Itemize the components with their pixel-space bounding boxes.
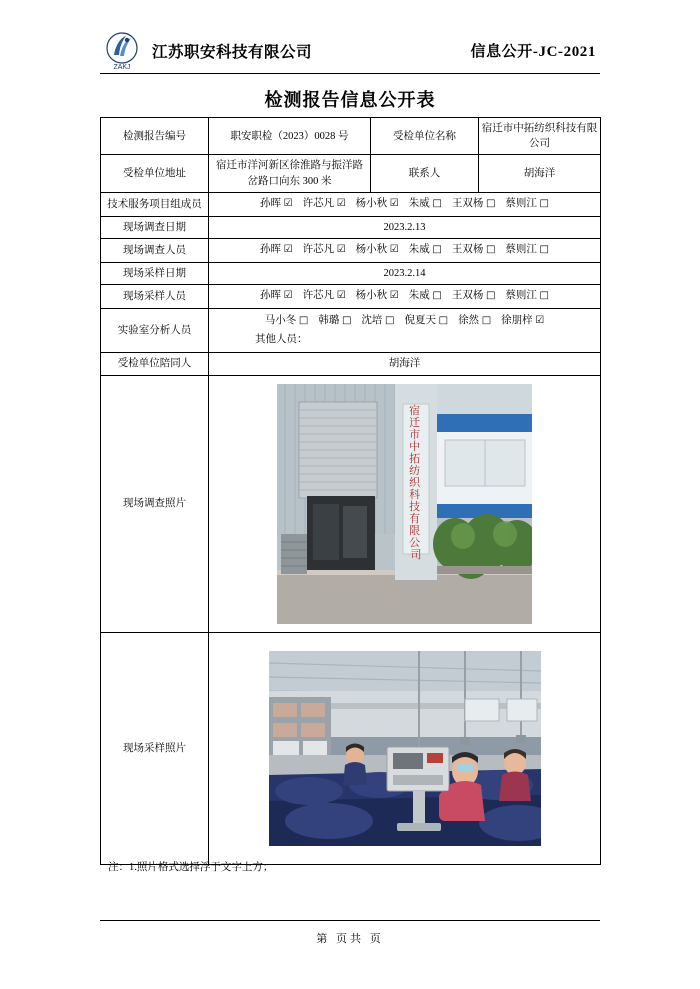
- table-row-photo-survey: [101, 375, 601, 632]
- table-row: [101, 155, 601, 192]
- sampling-date-value: 2023.2.14: [209, 262, 601, 284]
- footnote: 注：1.照片格式选择浮于文字上方；: [108, 862, 274, 873]
- survey-staff-1[interactable]: [260, 242, 293, 259]
- table-row: [101, 284, 601, 308]
- team-member-label: 杨小秋: [355, 197, 390, 209]
- company-name: 江苏职安科技有限公司: [152, 43, 313, 61]
- client-addr-value: 宿迁市洋河新区徐淮路与振洋路岔路口向东 300 米: [209, 155, 371, 192]
- unchecked-checkbox-icon[interactable]: □: [485, 289, 496, 301]
- lab-staff-other: 其他人员：: [255, 333, 308, 345]
- unchecked-checkbox-icon[interactable]: □: [438, 314, 449, 326]
- unchecked-checkbox-icon[interactable]: □: [485, 197, 496, 209]
- survey-date-value: 2023.2.13: [209, 216, 601, 238]
- team-member-label: 孙晖: [259, 197, 284, 209]
- lab-staff-label: 徐然: [458, 314, 482, 326]
- team-member-2[interactable]: [303, 196, 346, 213]
- table-row: [101, 308, 601, 353]
- team-member-1[interactable]: [260, 196, 293, 213]
- team-member-label: 朱威: [408, 197, 433, 209]
- survey-staff-4[interactable]: [409, 242, 442, 259]
- unchecked-checkbox-icon[interactable]: □: [432, 289, 442, 301]
- survey-staff-3[interactable]: [356, 242, 399, 259]
- lab-staff-2[interactable]: [318, 312, 351, 331]
- lab-staff-6[interactable]: [501, 312, 544, 331]
- survey-staff-6[interactable]: [505, 242, 549, 259]
- escort-value: 胡海洋: [209, 353, 601, 375]
- unchecked-checkbox-icon[interactable]: □: [432, 197, 442, 209]
- svg-text:ZAKJ: ZAKJ: [113, 63, 131, 71]
- checked-checkbox-icon[interactable]: ☑: [336, 243, 346, 255]
- sampling-staff-label: 王双杨: [451, 289, 486, 301]
- table-row: [101, 353, 601, 375]
- sampling-staff-label: 杨小秋: [355, 289, 390, 301]
- sampling-staff-4[interactable]: [409, 288, 442, 305]
- survey-staff-5[interactable]: [452, 242, 496, 259]
- sampling-staff-6[interactable]: [505, 288, 549, 305]
- photo-sampling-label: 现场采样照片: [101, 632, 209, 864]
- team-member-label: 蔡则江: [505, 197, 540, 209]
- lab-staff-label: 马小冬: [264, 314, 299, 326]
- escort-label: 受检单位陪同人: [101, 353, 209, 375]
- contact-label: 联系人: [371, 155, 479, 192]
- unchecked-checkbox-icon[interactable]: □: [481, 314, 492, 326]
- checked-checkbox-icon[interactable]: ☑: [389, 289, 399, 301]
- checked-checkbox-icon[interactable]: ☑: [283, 289, 293, 301]
- unchecked-checkbox-icon[interactable]: □: [485, 243, 496, 255]
- unchecked-checkbox-icon[interactable]: □: [341, 314, 352, 326]
- sampling-staff-2[interactable]: [303, 288, 346, 305]
- team-member-3[interactable]: [356, 196, 399, 213]
- report-no-label: 检测报告编号: [101, 118, 209, 155]
- sampling-staff-3[interactable]: [356, 288, 399, 305]
- sampling-staff-label: 蔡则江: [505, 289, 540, 301]
- checked-checkbox-icon[interactable]: ☑: [389, 197, 399, 209]
- team-member-4[interactable]: [409, 196, 442, 213]
- survey-staff-2[interactable]: [303, 242, 346, 259]
- document-code: 信息公开-JC-2021: [470, 44, 596, 60]
- survey-staff-label: 杨小秋: [355, 243, 390, 255]
- survey-staff-label: 朱威: [408, 243, 433, 255]
- photo-survey-image: [277, 384, 532, 624]
- survey-staff-label: 蔡则江: [505, 243, 540, 255]
- survey-staff-label: 现场调查人员: [101, 238, 209, 262]
- survey-staff-label: 王双杨: [451, 243, 486, 255]
- table-row: [101, 238, 601, 262]
- lab-staff-1[interactable]: [265, 312, 309, 331]
- sampling-staff-1[interactable]: [260, 288, 293, 305]
- info-table: [100, 117, 601, 865]
- survey-staff-label: 许芯凡: [302, 243, 337, 255]
- unchecked-checkbox-icon[interactable]: □: [539, 243, 549, 255]
- unchecked-checkbox-icon[interactable]: □: [298, 314, 309, 326]
- checked-checkbox-icon[interactable]: ☑: [389, 243, 399, 255]
- page-footer: 第 页共 页: [100, 920, 600, 946]
- client-addr-label: 受检单位地址: [101, 155, 209, 192]
- unchecked-checkbox-icon[interactable]: □: [539, 197, 549, 209]
- svg-text:宿 迁: 宿 迁 市 中 拓 纺 织 科 技 有 限 公 司: [409, 404, 422, 561]
- header-company-block: [100, 31, 312, 71]
- checked-checkbox-icon[interactable]: ☑: [336, 289, 346, 301]
- lab-staff-label: 徐朋梓: [501, 314, 536, 326]
- sampling-staff-label: 许芯凡: [302, 289, 337, 301]
- lab-staff-label: 倪夏天: [404, 314, 439, 326]
- lab-staff-3[interactable]: [361, 312, 394, 331]
- client-name-label: 受检单位名称: [371, 118, 479, 155]
- sampling-staff-label: 孙晖: [259, 289, 284, 301]
- sampling-date-label: 现场采样日期: [101, 262, 209, 284]
- team-member-label: 王双杨: [451, 197, 486, 209]
- team-label: 技术服务项目组成员: [101, 192, 209, 216]
- report-no-value: 职安职检（2023）0028 号: [209, 118, 371, 155]
- team-member-5[interactable]: [452, 196, 496, 213]
- table-row-photo-sampling: [101, 632, 601, 864]
- checked-checkbox-icon[interactable]: ☑: [283, 243, 293, 255]
- unchecked-checkbox-icon[interactable]: □: [385, 314, 395, 326]
- sampling-staff-label: 朱威: [408, 289, 433, 301]
- page-header: [100, 28, 600, 74]
- lab-staff-label: 韩璐: [318, 314, 342, 326]
- table-row: [101, 262, 601, 284]
- client-name-value: 宿迁市中拓纺织科技有限公司: [479, 118, 601, 155]
- survey-staff-cell: [209, 238, 601, 262]
- survey-date-label: 现场调查日期: [101, 216, 209, 238]
- sampling-staff-cell: [209, 284, 601, 308]
- unchecked-checkbox-icon[interactable]: □: [539, 289, 549, 301]
- lab-staff-4[interactable]: [404, 312, 448, 331]
- photo-survey-cell: [209, 375, 601, 632]
- table-row: [101, 192, 601, 216]
- table-row: [101, 216, 601, 238]
- sampling-staff-label: 现场采样人员: [101, 284, 209, 308]
- lab-staff-5[interactable]: [458, 312, 491, 331]
- lab-staff-cell: [209, 308, 601, 353]
- photo-sampling-cell: [209, 632, 601, 864]
- checked-checkbox-icon[interactable]: ☑: [336, 197, 346, 209]
- unchecked-checkbox-icon[interactable]: □: [432, 243, 442, 255]
- checked-checkbox-icon[interactable]: ☑: [283, 197, 293, 209]
- lab-staff-label: 沈培: [361, 314, 386, 326]
- contact-value: 胡海洋: [479, 155, 601, 192]
- company-logo-icon: [100, 31, 144, 71]
- checked-checkbox-icon[interactable]: ☑: [535, 314, 545, 326]
- team-members-cell: [209, 192, 601, 216]
- survey-staff-label: 孙晖: [259, 243, 284, 255]
- sampling-staff-5[interactable]: [452, 288, 496, 305]
- team-member-6[interactable]: [505, 196, 549, 213]
- photo-sampling-image: [269, 651, 541, 846]
- table-row: [101, 118, 601, 155]
- photo-survey-label: 现场调查照片: [101, 375, 209, 632]
- lab-staff-label: 实验室分析人员: [101, 308, 209, 353]
- page-title: 检测报告信息公开表: [264, 90, 436, 110]
- team-member-label: 许芯凡: [302, 197, 337, 209]
